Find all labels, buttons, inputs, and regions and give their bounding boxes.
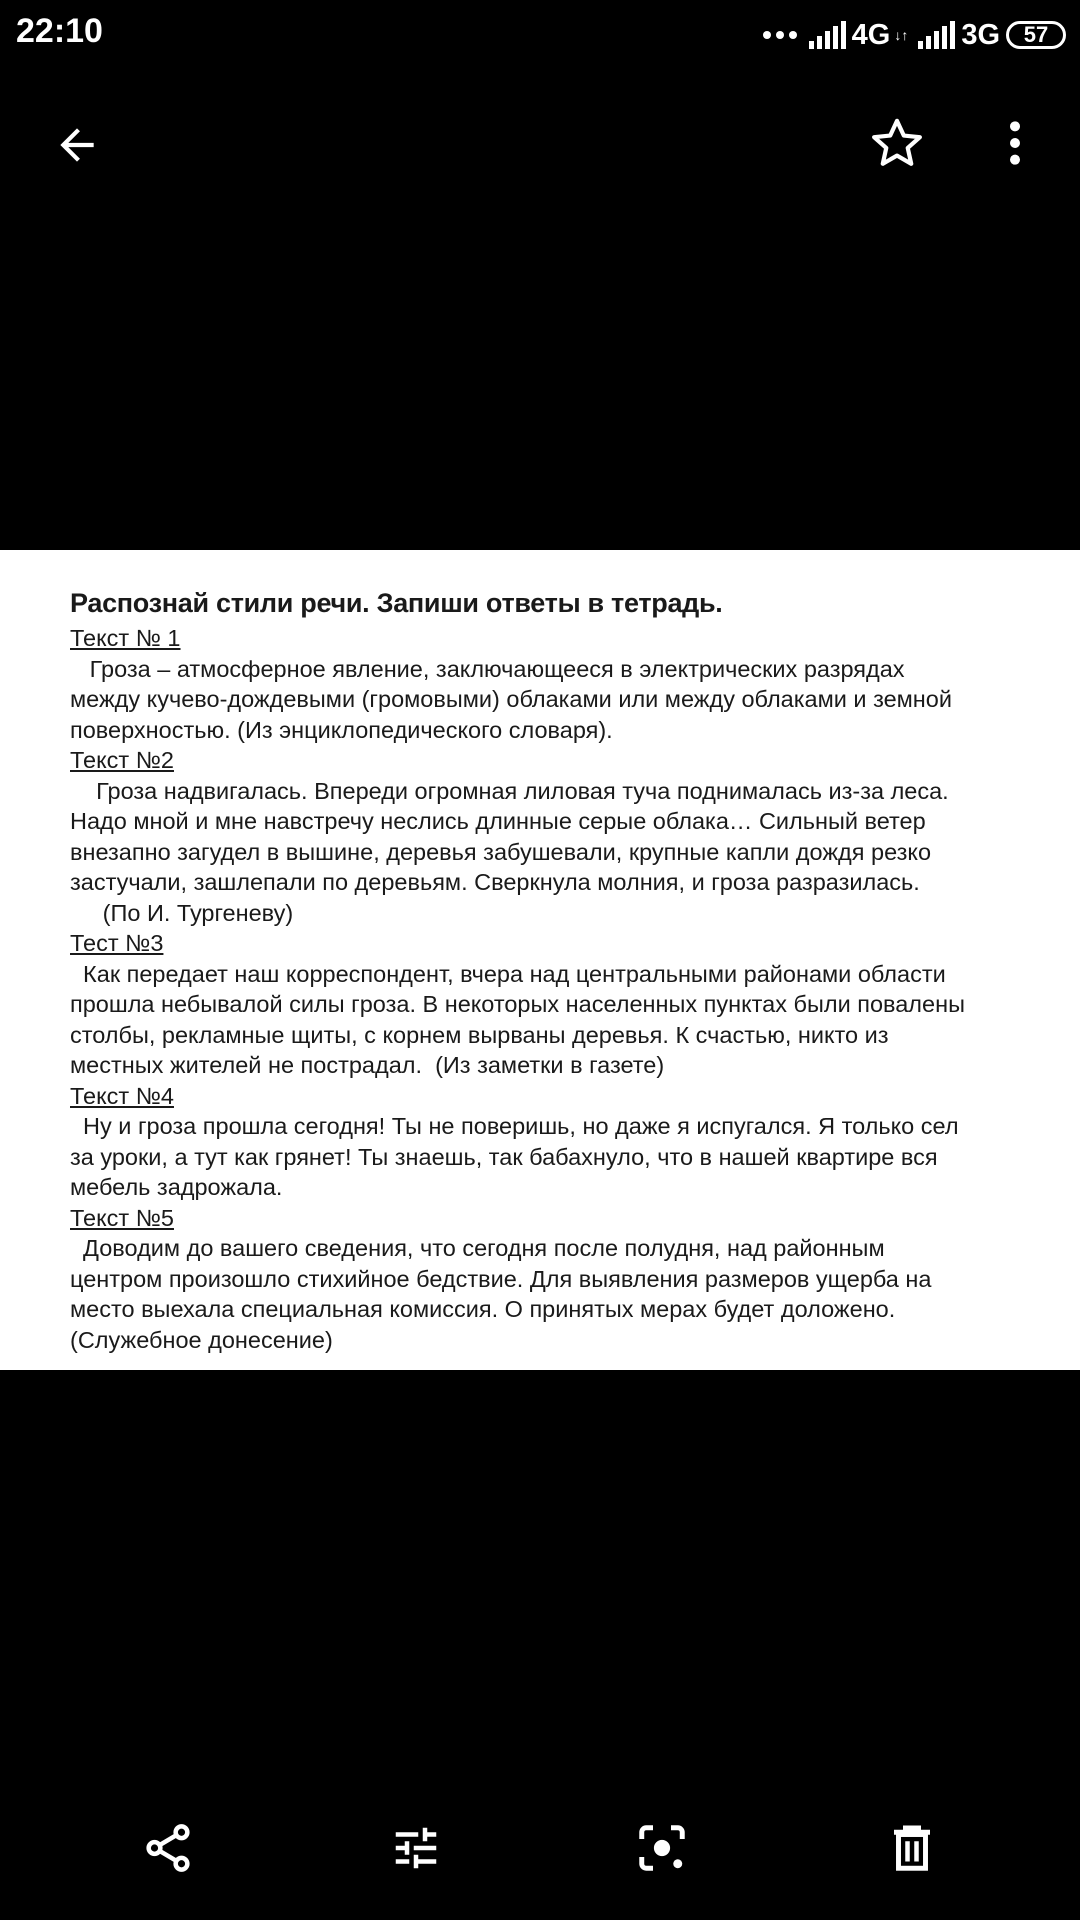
text-line: место выехала специальная комиссия. О принятых мерах будет доложено. — [70, 1296, 896, 1322]
status-indicators — [763, 14, 1066, 56]
delete-button[interactable] — [872, 1808, 952, 1888]
edit-button[interactable] — [376, 1808, 456, 1888]
lens-icon — [635, 1821, 689, 1875]
text-line: Ну и гроза прошла сегодня! Ты не поверишь, но даже я испугался. Я только сел — [70, 1113, 959, 1139]
text-line: столбы, рекламные щиты, с корнем вырваны деревья. К счастью, никто из — [70, 1021, 889, 1048]
text-line: прошла небывалой силы гроза. В некоторых населенных пунктах были повалены — [70, 991, 965, 1017]
text-line: мебель задрожала. — [70, 1174, 283, 1200]
text-line: поверхностью. (Из энциклопедического словаря). — [70, 716, 613, 743]
text-line: застучали, зашлепали по деревьям. Сверкнула молния, и гроза разразилась. — [70, 869, 920, 895]
text-line: (Служебное донесение) — [70, 1326, 333, 1353]
bottom-action-bar — [0, 1800, 1080, 1890]
back-button[interactable] — [42, 110, 112, 180]
document-body — [70, 623, 1066, 1355]
delete-icon — [885, 1821, 939, 1875]
more-vert-icon — [995, 118, 1035, 168]
more-options-button[interactable] — [980, 108, 1050, 178]
text-line: между кучево-дождевыми (громовыми) облаками или между облаками и земной — [70, 686, 952, 712]
text-line: Гроза надвигалась. Впереди огромная лиловая туча поднималась из-за леса. — [70, 777, 949, 804]
notification-dots-icon — [763, 31, 797, 39]
section-heading: Текст № 1 — [70, 625, 181, 651]
tune-icon — [389, 1821, 443, 1875]
battery-icon — [1006, 21, 1066, 49]
network-type-1: 4G — [851, 18, 891, 51]
top-action-bar — [0, 100, 1080, 190]
signal-strength-icon — [809, 21, 846, 49]
section-heading: Текст №5 — [70, 1204, 174, 1231]
star-icon — [869, 115, 925, 171]
back-arrow-icon — [52, 120, 102, 170]
text-line: Надо мной и мне навстречу неслись длинные серые облака… Сильный ветер — [70, 808, 926, 834]
section-heading: Текст №4 — [70, 1082, 174, 1109]
text-line: Доводим до вашего сведения, что сегодня после полудня, над районным — [70, 1235, 885, 1261]
text-line: местных жителей не пострадал. (Из заметки в газете) — [70, 1052, 665, 1078]
text-line: центром произошло стихийное бедствие. Для выявления размеров ущерба на — [70, 1265, 932, 1292]
text-line: Как передает наш корреспондент, вчера над центральными районами области — [70, 960, 946, 987]
text-line: Гроза – атмосферное явление, заключающееся в электрических разрядах — [70, 655, 905, 682]
section-heading: Тест №3 — [70, 930, 164, 956]
network-type-2: 3G — [961, 18, 1000, 51]
battery-level: 57 — [1023, 22, 1049, 47]
share-button[interactable] — [128, 1808, 208, 1888]
favorite-button[interactable] — [862, 108, 932, 178]
data-transfer-icon: ↓↑ — [894, 27, 909, 43]
document-title: Распознай стили речи. Запиши ответы в тетрадь. — [70, 588, 723, 618]
share-icon — [141, 1821, 195, 1875]
text-line: внезапно загудел в вышине, деревья забушевали, крупные капли дождя резко — [70, 838, 932, 865]
text-line: (По И. Тургеневу) — [70, 899, 294, 926]
status-time: 22:10 — [16, 12, 103, 50]
document-photo — [0, 550, 1080, 1370]
status-bar — [0, 0, 1080, 70]
section-heading: Текст №2 — [70, 747, 174, 773]
text-line: за уроки, а тут как грянет! Ты знаешь, так бабахнуло, что в нашей квартире вся — [70, 1143, 938, 1170]
signal-strength-icon — [918, 21, 955, 49]
lens-button[interactable] — [622, 1808, 702, 1888]
